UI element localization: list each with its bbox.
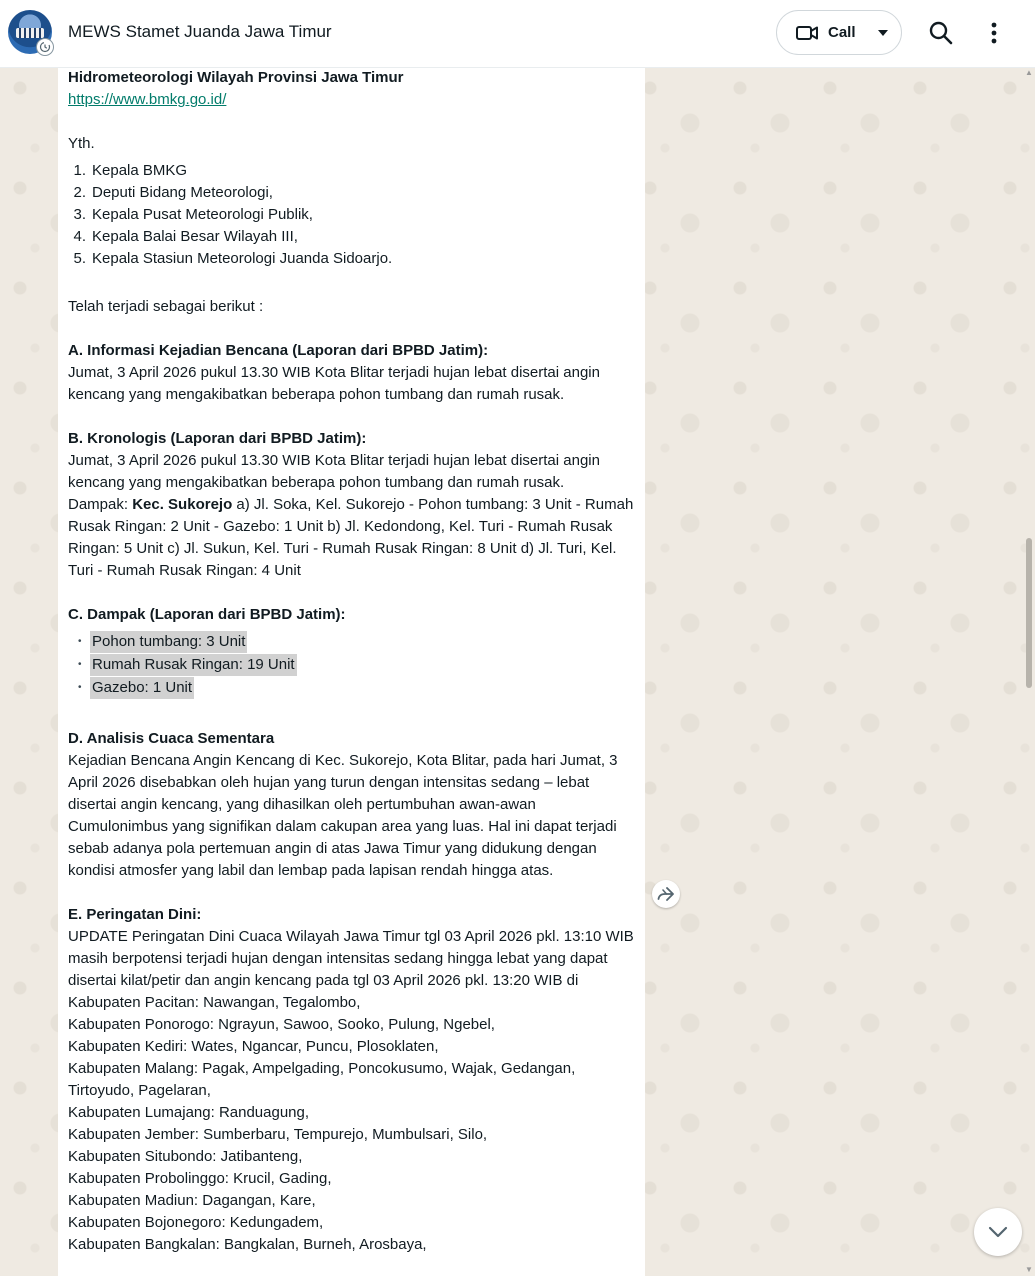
list-item: Kabupaten Malang: Pagak, Ampelgading, Poncokusumo, Wajak, Gedangan, Tirtoyudo, Pagelaran, [68, 1060, 576, 1099]
list-item: 1. Kepala BMKG [73, 162, 188, 179]
list-item: • Rumah Rusak Ringan: 19 Unit [68, 653, 638, 676]
list-item: • Gazebo: 1 Unit [68, 676, 638, 699]
scroll-to-bottom-button[interactable] [974, 1208, 1022, 1256]
scrollbar-thumb[interactable] [1026, 538, 1032, 688]
list-item: 3. Kepala Pusat Meteorologi Publik, [73, 206, 313, 223]
list-item: Kabupaten Probolinggo: Krucil, Gading, [68, 1170, 332, 1187]
chevron-down-icon[interactable] [878, 30, 888, 36]
region-list [68, 992, 638, 1256]
section-e-body: UPDATE Peringatan Dini Cuaca Wilayah Jawa Timur tgl 03 April 2026 pkl. 13:10 WIB masih berpotensi terjadi hujan dengan intensitas sedang hingga lebat yang dapat disertai kilat/petir dan angin kencang pada tgl 03 April 2026 pkl. 13:20 WIB di [68, 928, 634, 989]
section-e-title: E. Peringatan Dini: [68, 906, 202, 923]
message-text [68, 68, 638, 1256]
list-item: Kabupaten Situbondo: Jatibanteng, [68, 1148, 303, 1165]
section-b-body: Jumat, 3 April 2026 pukul 13.30 WIB Kota Blitar terjadi hujan lebat disertai angin kencang yang mengakibatkan beberapa pohon tumbang dan rumah rusak. [68, 452, 600, 491]
list-item: Kabupaten Madiun: Dagangan, Kare, [68, 1192, 316, 1209]
list-item: • Pohon tumbang: 3 Unit [68, 630, 638, 653]
recipient-list [68, 160, 638, 270]
list-item: 4. Kepala Balai Besar Wilayah III, [73, 228, 298, 245]
list-item: Kabupaten Jember: Sumberbaru, Tempurejo, Mumbulsari, Silo, [68, 1126, 488, 1143]
list-item: Kabupaten Pacitan: Nawangan, Tegalombo, [68, 994, 361, 1011]
message-bubble[interactable] [58, 68, 645, 1276]
section-a-title: A. Informasi Kejadian Bencana (Laporan dari BPBD Jatim): [68, 342, 489, 359]
search-icon[interactable] [928, 20, 954, 46]
forward-icon [657, 887, 675, 901]
section-c-title: C. Dampak (Laporan dari BPBD Jatim): [68, 606, 346, 623]
chat-header [0, 0, 1035, 68]
section-d-body: Kejadian Bencana Angin Kencang di Kec. Sukorejo, Kota Blitar, pada hari Jumat, 3 April 2026 disebabkan oleh hujan yang turun dengan intensitas sedang – lebat disertai angin kencang, yang dihasilkan oleh pertumbuhan awan-awan Cumulonimbus yang signifikan dalam cakupan area yang luas. Hal ini dapat terjadi sebab adanya pola pertemuan angin di atas Jawa Timur yang didukung dengan kondisi atmosfer yang labil dan lembap pada lapisan rendah hingga atas. [68, 752, 618, 879]
list-item: Kabupaten Lumajang: Randuagung, [68, 1104, 310, 1121]
community-badge-icon [36, 38, 54, 56]
section-b-title: B. Kronologis (Laporan dari BPBD Jatim): [68, 430, 367, 447]
bmkg-link[interactable]: https://www.bmkg.go.id/ [68, 91, 227, 108]
call-button[interactable] [776, 10, 902, 55]
list-item: Kabupaten Bojonegoro: Kedungadem, [68, 1214, 324, 1231]
section-d-title: D. Analisis Cuaca Sementara [68, 730, 275, 747]
section-a-body: Jumat, 3 April 2026 pukul 13.30 WIB Kota Blitar terjadi hujan lebat disertai angin kencang yang mengakibatkan beberapa pohon tumbang dan rumah rusak. [68, 364, 600, 403]
avatar-image [16, 28, 44, 38]
dampak-list [68, 630, 638, 699]
more-vertical-icon[interactable] [981, 20, 1007, 46]
intro-text: Telah terjadi sebagai berikut : [68, 298, 264, 315]
group-avatar[interactable] [8, 10, 52, 54]
forward-button[interactable] [652, 880, 680, 908]
call-label: Call [828, 24, 856, 41]
list-item: Kabupaten Kediri: Wates, Ngancar, Puncu, Plosoklaten, [68, 1038, 439, 1055]
list-item: Kabupaten Ponorogo: Ngrayun, Sawoo, Sooko, Pulung, Ngebel, [68, 1016, 495, 1033]
scroll-down-arrow-icon[interactable]: ▼ [1025, 1265, 1033, 1274]
chat-title[interactable]: MEWS Stamet Juanda Jawa Timur [68, 22, 332, 41]
message-heading: Hidrometeorologi Wilayah Provinsi Jawa Timur [68, 69, 404, 86]
video-camera-icon [796, 25, 818, 41]
chevron-down-icon [988, 1226, 1008, 1238]
greeting: Yth. [68, 135, 95, 152]
list-item: 5. Kepala Stasiun Meteorologi Juanda Sidoarjo. [73, 250, 393, 267]
list-item: Kabupaten Bangkalan: Bangkalan, Burneh, Arosbaya, [68, 1236, 427, 1253]
chat-scrollbar[interactable] [1023, 68, 1035, 1276]
scroll-up-arrow-icon[interactable]: ▲ [1025, 68, 1033, 77]
section-b-dampak: Dampak: Kec. Sukorejo a) Jl. Soka, Kel. Sukorejo - Pohon tumbang: 3 Unit - Rumah Rusak Ringan: 2 Unit - Gazebo: 1 Unit b) Jl. Kedondong, Kel. Turi - Rumah Rusak Ringan: 5 Unit c) Jl. Sukun, Kel. Turi - Rumah Rusak Ringan: 8 Unit d) Jl. Turi, Kel. Turi - Rumah Rusak Ringan: 4 Unit [68, 496, 634, 579]
list-item: 2. Deputi Bidang Meteorologi, [73, 184, 273, 201]
